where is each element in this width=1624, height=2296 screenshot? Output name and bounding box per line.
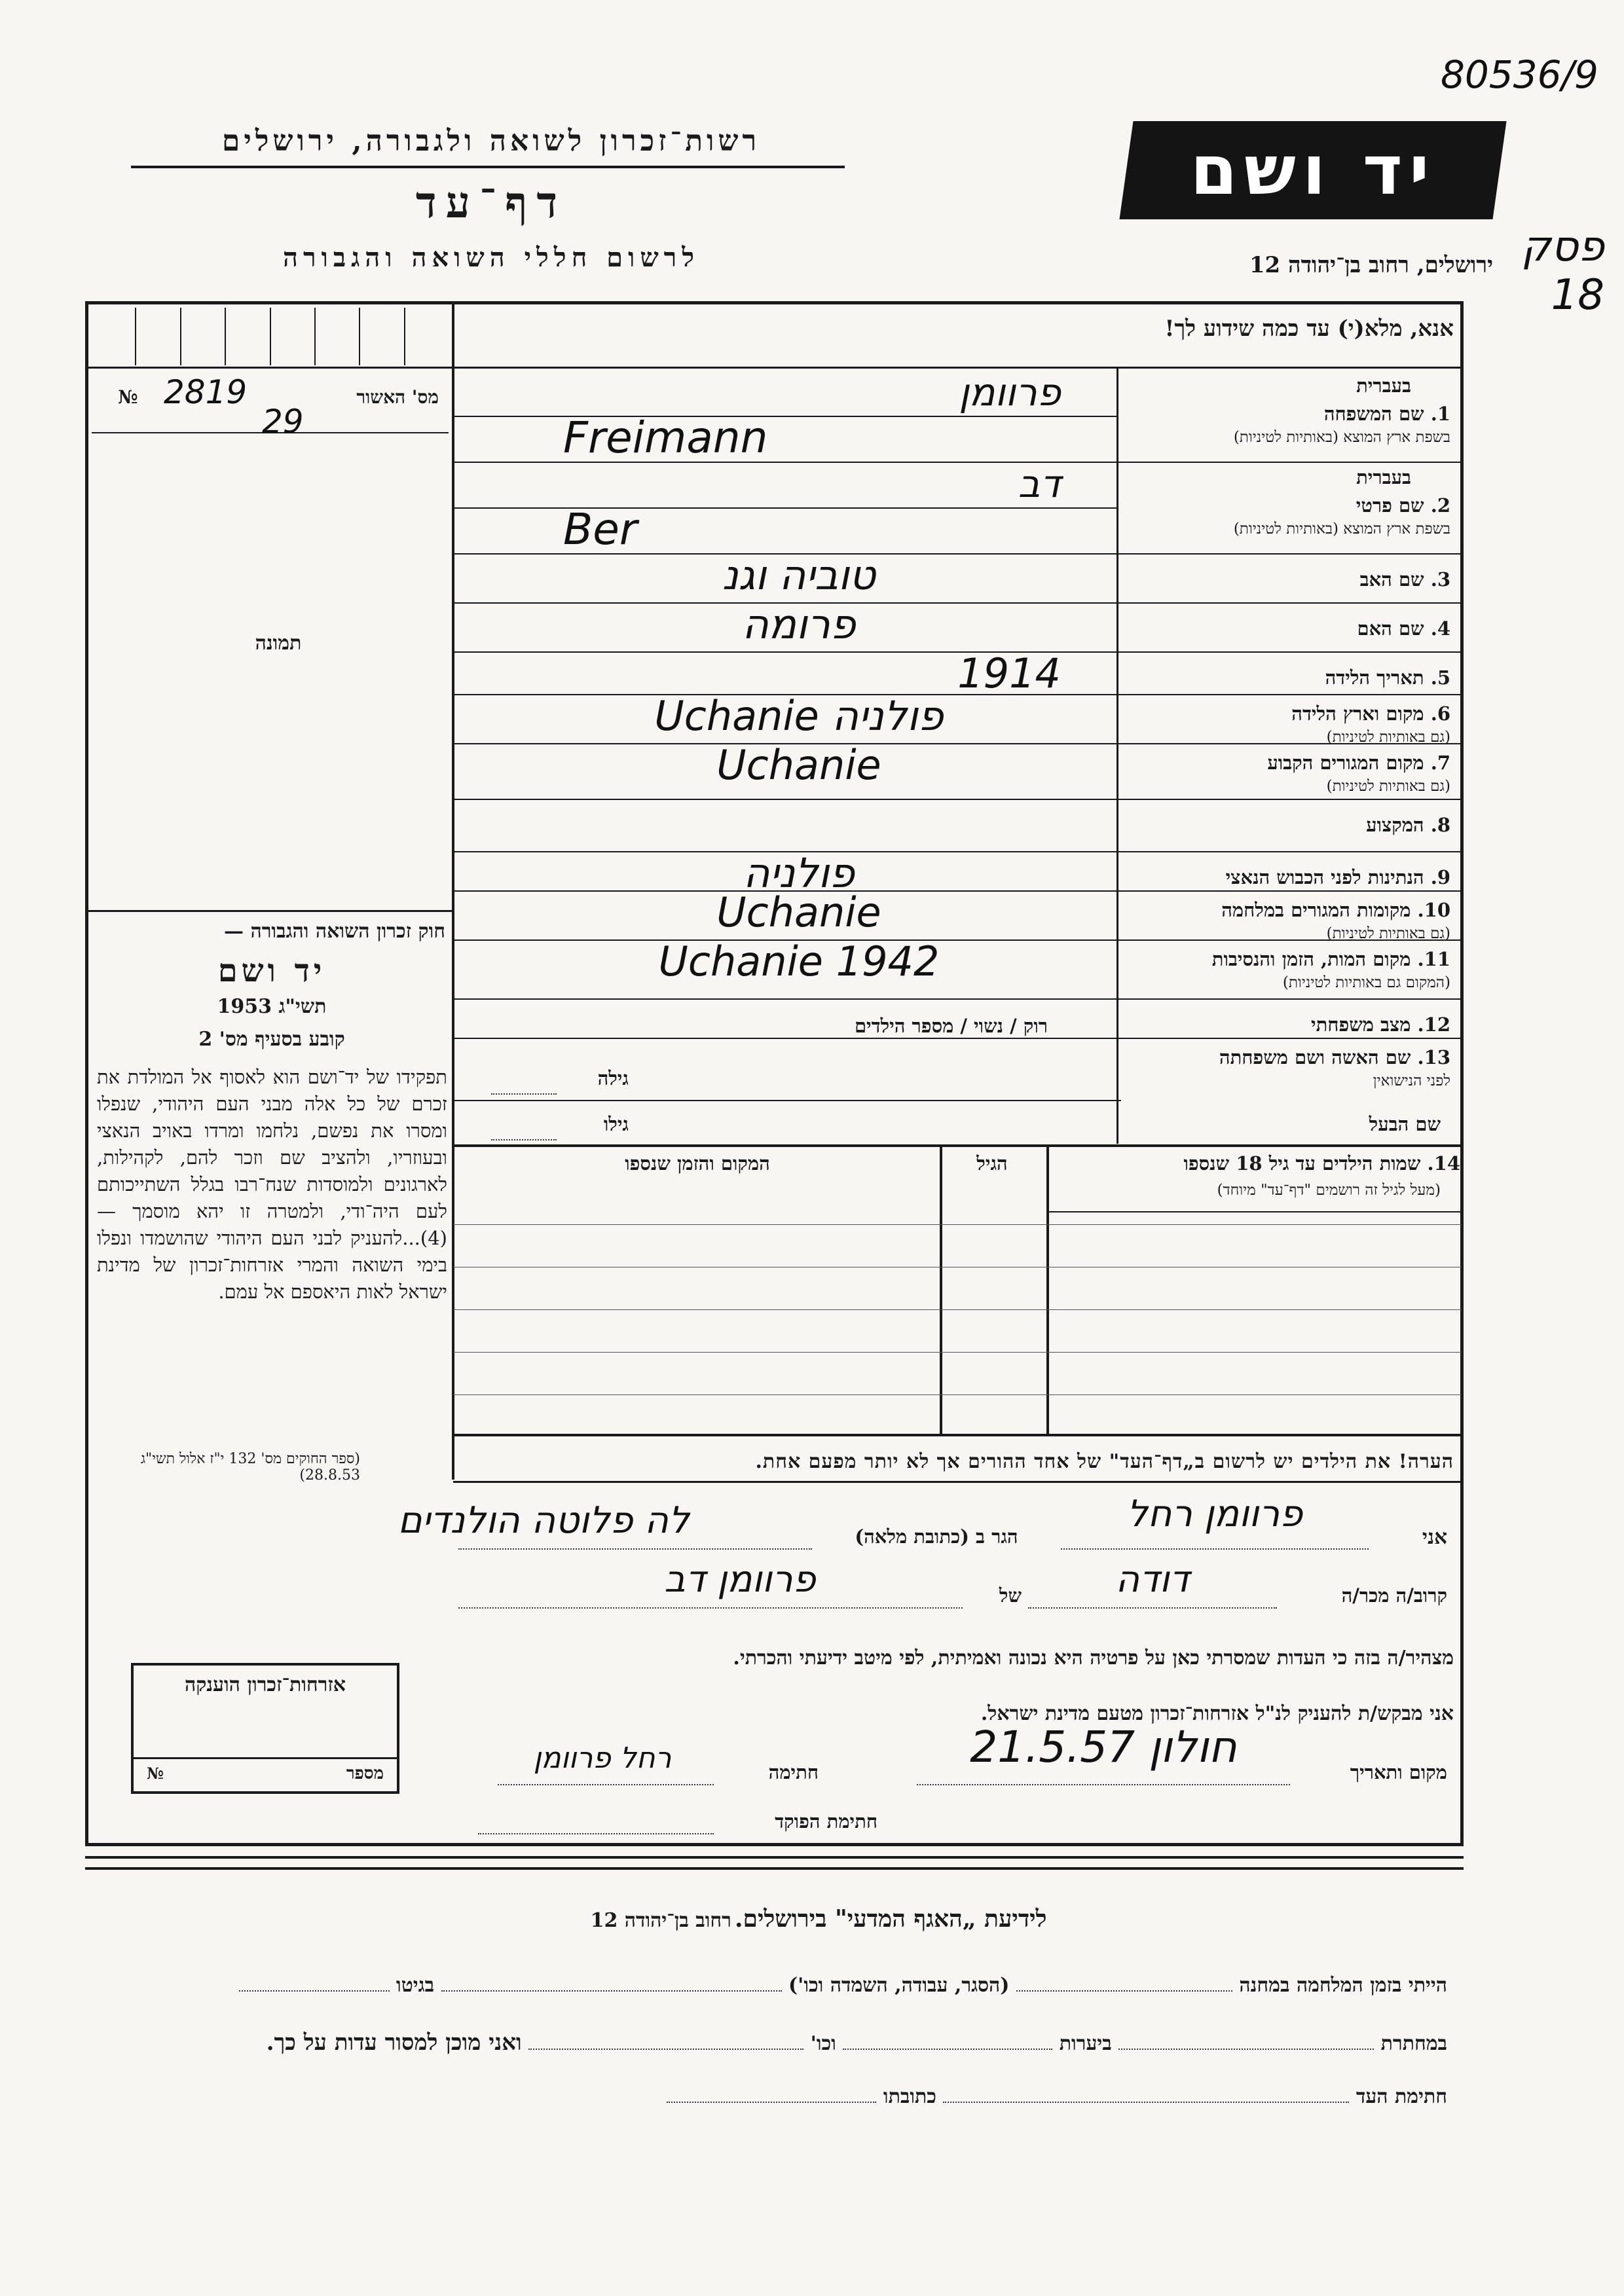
field-label [1123,568,1450,591]
relative-label: קרוב/ה מכר/ה [1341,1584,1447,1607]
photo-label: תמונה [255,632,302,655]
field-label [1123,948,1450,971]
field-value: Uchanie פולניה [654,692,944,740]
field-sub: בשפת ארץ המוצא (באותיות לטיניות) [1233,429,1450,446]
yad-vashem-logo [1119,121,1506,219]
of-line [458,1607,963,1609]
field-label [1123,899,1450,922]
law-source: (ספר החוקים מס' 132 י"ז אלול תשי"ג 28.8.53) [140,1451,360,1484]
husband-label: שם הבעל [1369,1113,1441,1135]
citizenship-title: אזרחות־זכרון הוענקה [184,1673,346,1696]
info-line-2 [98,2030,1447,2056]
children-col1 [940,1146,942,1434]
info-3b: כתובתו [883,2085,936,2108]
info-title-row [458,1905,1179,1933]
field-title: שם פרטי [1356,494,1424,517]
field-row-rule [453,998,1462,1000]
field-sub: (גם באותיות לטיניות) [1326,925,1450,942]
field-value: פולניה [743,849,855,897]
relative-line [1028,1607,1277,1609]
children-bottom [453,1434,1462,1436]
info-2b: ביערות [1059,2032,1112,2055]
i-value: פרוומן רחל [1126,1493,1303,1535]
children-title: שמות הילדים עד גיל 18 שנספו [1183,1152,1421,1175]
children-sub: (מעל לגיל זה רושמים "דף־עד" מיוחד) [1217,1182,1441,1199]
of-value: פרוומן דב [664,1558,816,1601]
info-line-3 [98,2085,1447,2108]
field-label [1123,666,1450,689]
children-note: הערה! את הילדים יש לרשום ב„דף־העד" של אחד ההורים אך לא יותר מפעם אחת. [755,1450,1454,1473]
children-top [453,1144,1462,1147]
husband-age-line [491,1139,557,1140]
authority-underline [131,166,845,168]
citizenship-request: אני מבקש/ת להעניק לנ"ל אזרחות־זכרון מטעם מדינת ישראל. [980,1702,1454,1725]
law-year-num: 1953 [217,995,272,1018]
approval-no-sub: 29 [262,403,304,441]
relative-value: דודה [1115,1558,1190,1601]
hebrew-tag: בעברית [1356,374,1411,397]
field-label [1123,702,1450,725]
wife-age-line [491,1093,557,1095]
bottom-rule-2 [85,1867,1464,1870]
place-date-label: מקום ותאריך [1350,1761,1447,1783]
info-2a: במחתרת [1380,2032,1447,2055]
field-title: מקומות המגורים במלחמה [1221,899,1411,921]
address-label: הגר ב (כתובת מלאה) [855,1525,1018,1548]
law-name: יד ושם [217,953,326,989]
field-sub: (גם באותיות לטיניות) [1326,729,1450,746]
label-column-divider [1116,368,1118,1144]
field-label [1123,1013,1450,1036]
field-num: 3. [1430,568,1450,591]
field-row-rule [453,1038,1462,1039]
field-num: 11. [1417,948,1450,970]
note-bottom [453,1481,1462,1483]
law-title: חוק זכרון השואה והגבורה — [224,920,445,943]
children-col2 [1046,1146,1049,1434]
field-sub: (גם באותיות לטיניות) [1326,778,1450,795]
field-title: מקום וארץ הלידה [1291,702,1424,725]
field-value: 1914 [957,649,1061,697]
field-value: פרומה [742,600,856,648]
signature-value: רחל פרוומן [533,1741,672,1775]
info-2d: ואני מוכן למסור עדות על כך. [266,2030,522,2056]
request-text: אנא, מלא(י) עד כמה שידוע לך! [1164,316,1454,342]
law-clause: קובע בסעיף מס' 2 [198,1028,345,1051]
field-title: תאריך הלידה [1325,666,1424,689]
field-value: טוביה וגנ [722,551,876,599]
info-1a: הייתי בזמן המלחמה במחנה [1239,1974,1447,1997]
field-value: Uchanie 1942 [658,938,940,985]
approval-label: מס' האשור [356,386,439,408]
children-row-1 [453,1224,1462,1225]
children-row-3 [453,1309,1462,1310]
field-num: 7. [1430,752,1450,774]
children-num: 14. [1427,1152,1460,1175]
field-sub: (המקום גם באותיות לטיניות) [1282,974,1450,991]
field-label [1123,866,1450,889]
margin-note: פסק 18 [1521,223,1604,319]
citizenship-number-prefix: № [147,1764,164,1783]
info-1b: (הסגר, עבודה, השמדה וכו') [788,1974,1010,1997]
place-date-value: חולון 21.5.57 [970,1722,1237,1772]
field-num: 5. [1430,666,1450,689]
children-label [1054,1152,1460,1175]
hebrew-tag: בעברית [1356,466,1411,488]
field-num: 4. [1430,617,1450,640]
signature-line [498,1784,714,1785]
signature-label: חתימה [768,1761,819,1783]
header-address: ירושלים, רחוב בן־יהודה 12 [1249,252,1493,278]
field-label [1123,617,1450,640]
info-3a: חתימת העד [1356,2085,1447,2108]
divider-13 [453,1100,1121,1101]
children-row-5 [453,1394,1462,1395]
archive-number: 80536/9 [1441,52,1598,97]
field-num: 12. [1417,1013,1450,1036]
children-age-col: הגיל [976,1152,1008,1175]
officer-label: חתימת הפוקד [775,1810,877,1832]
field-label [1123,1046,1450,1069]
field-title: שם האב [1359,568,1424,591]
bottom-rule-1 [85,1856,1464,1859]
info-line-1 [98,1974,1447,1997]
field-num: 6. [1430,702,1450,725]
code-boxes [92,308,449,365]
children-place-col: המקום והזמן שנספו [625,1152,770,1175]
info-1c: בגיטו [396,1974,435,1997]
field-value: Ber [563,504,638,555]
authority-line: רשות־זכרון לשואה ולגבורה, ירושלים [221,124,761,158]
field-value: Freimann [563,412,768,463]
husband-age-label: גילו [603,1113,629,1135]
approval-no-prefix: № [118,386,138,408]
field-num: 2. [1430,494,1450,517]
citizenship-divider [134,1757,397,1759]
field-label [1123,403,1450,426]
divider [85,367,1464,369]
field-title: מקום המות, הזמן והנסיבות [1211,948,1411,970]
citizenship-box [131,1663,399,1794]
field-value: Uchanie [716,741,881,789]
field-title: המקצוע [1366,814,1424,836]
marital-options: רוק / נשוי / מספר הילדים [854,1015,1048,1037]
law-body: תפקידו של יד־ושם הוא לאסוף אל המולדת את זכרם של כל אלה מבני העם היהודי, שנפלו ומסרו את נפשם, נלחמו ומרדו באויב הנאצי ובעוזריו, ולהציב שם וזכר להם, לקהילות, לארגונים ולמוסדות שנח־רבו בגלל השתייכותם לעם היה־ודי, ולמטרה זו יהא מוסמך — (4)...להעניק לבני העם היהודי שהושמדו ונפלו בימי השואה והמרי אזרחות־זכרון של מדינת ישראל לאות היאספם אל עמם. [97,1066,447,1303]
form-title: דף־עד [415,177,567,228]
form-subtitle: לרשום חללי השואה והגבורה [282,242,700,273]
address-value: לה פלוטה הולנדים [397,1499,690,1542]
field-label [1123,814,1450,837]
field-title: הנתינות לפני הכבוש הנאצי [1225,866,1424,888]
children-head-rule [1049,1211,1462,1212]
field-title: שם האשה ושם משפחתה [1219,1046,1411,1068]
field-num: 10. [1417,899,1450,921]
info-2c: וכו' [810,2032,836,2055]
field-title: שם האם [1357,617,1424,640]
law-year [98,995,445,1018]
photo-divider [85,910,453,912]
field-num: 8. [1430,814,1450,836]
field-value: Uchanie [716,888,881,936]
statement: מצהיר/ה בזה כי העדות שמסרתי כאן על פרטיה היא נכונה ואמיתית, לפי מיטב ידיעתי והכרתי. [733,1647,1454,1669]
field-label [1123,494,1450,517]
field-num: 1. [1430,403,1450,425]
field-sub: בשפת ארץ המוצא (באותיות לטיניות) [1233,520,1450,538]
i-line [1061,1548,1369,1550]
of-label: של [999,1584,1022,1607]
field-num: 9. [1430,866,1450,888]
address-line [458,1548,812,1550]
approval-no-value: 2819 [164,373,248,411]
field-title: מקום המגורים הקבוע [1267,752,1424,774]
field-row-rule [453,799,1462,800]
citizenship-number-label: מספר [346,1764,384,1783]
i-label: אני [1422,1525,1447,1549]
field-title: שם המשפחה [1323,403,1424,425]
approval-box [92,373,449,441]
field-num: 13. [1417,1046,1450,1068]
wife-age-label: גילה [597,1067,629,1089]
field-value: דב [1018,462,1061,506]
law-year-he: תשי"ג [278,995,327,1018]
children-row-4 [453,1352,1462,1353]
place-date-line [917,1784,1290,1785]
field-label [1123,752,1450,774]
logo-text: יד ושם [1190,130,1436,210]
field-value: פרוומן [959,370,1061,414]
field-title: מצב משפחתי [1311,1013,1411,1036]
info-address: רחוב בן־יהודה 12 [590,1909,731,1932]
officer-line [478,1833,714,1834]
info-title: לידיעת „האגף המדעי" בירושלים. [735,1905,1047,1933]
field-sub: לפני הנישואין [1373,1072,1450,1089]
